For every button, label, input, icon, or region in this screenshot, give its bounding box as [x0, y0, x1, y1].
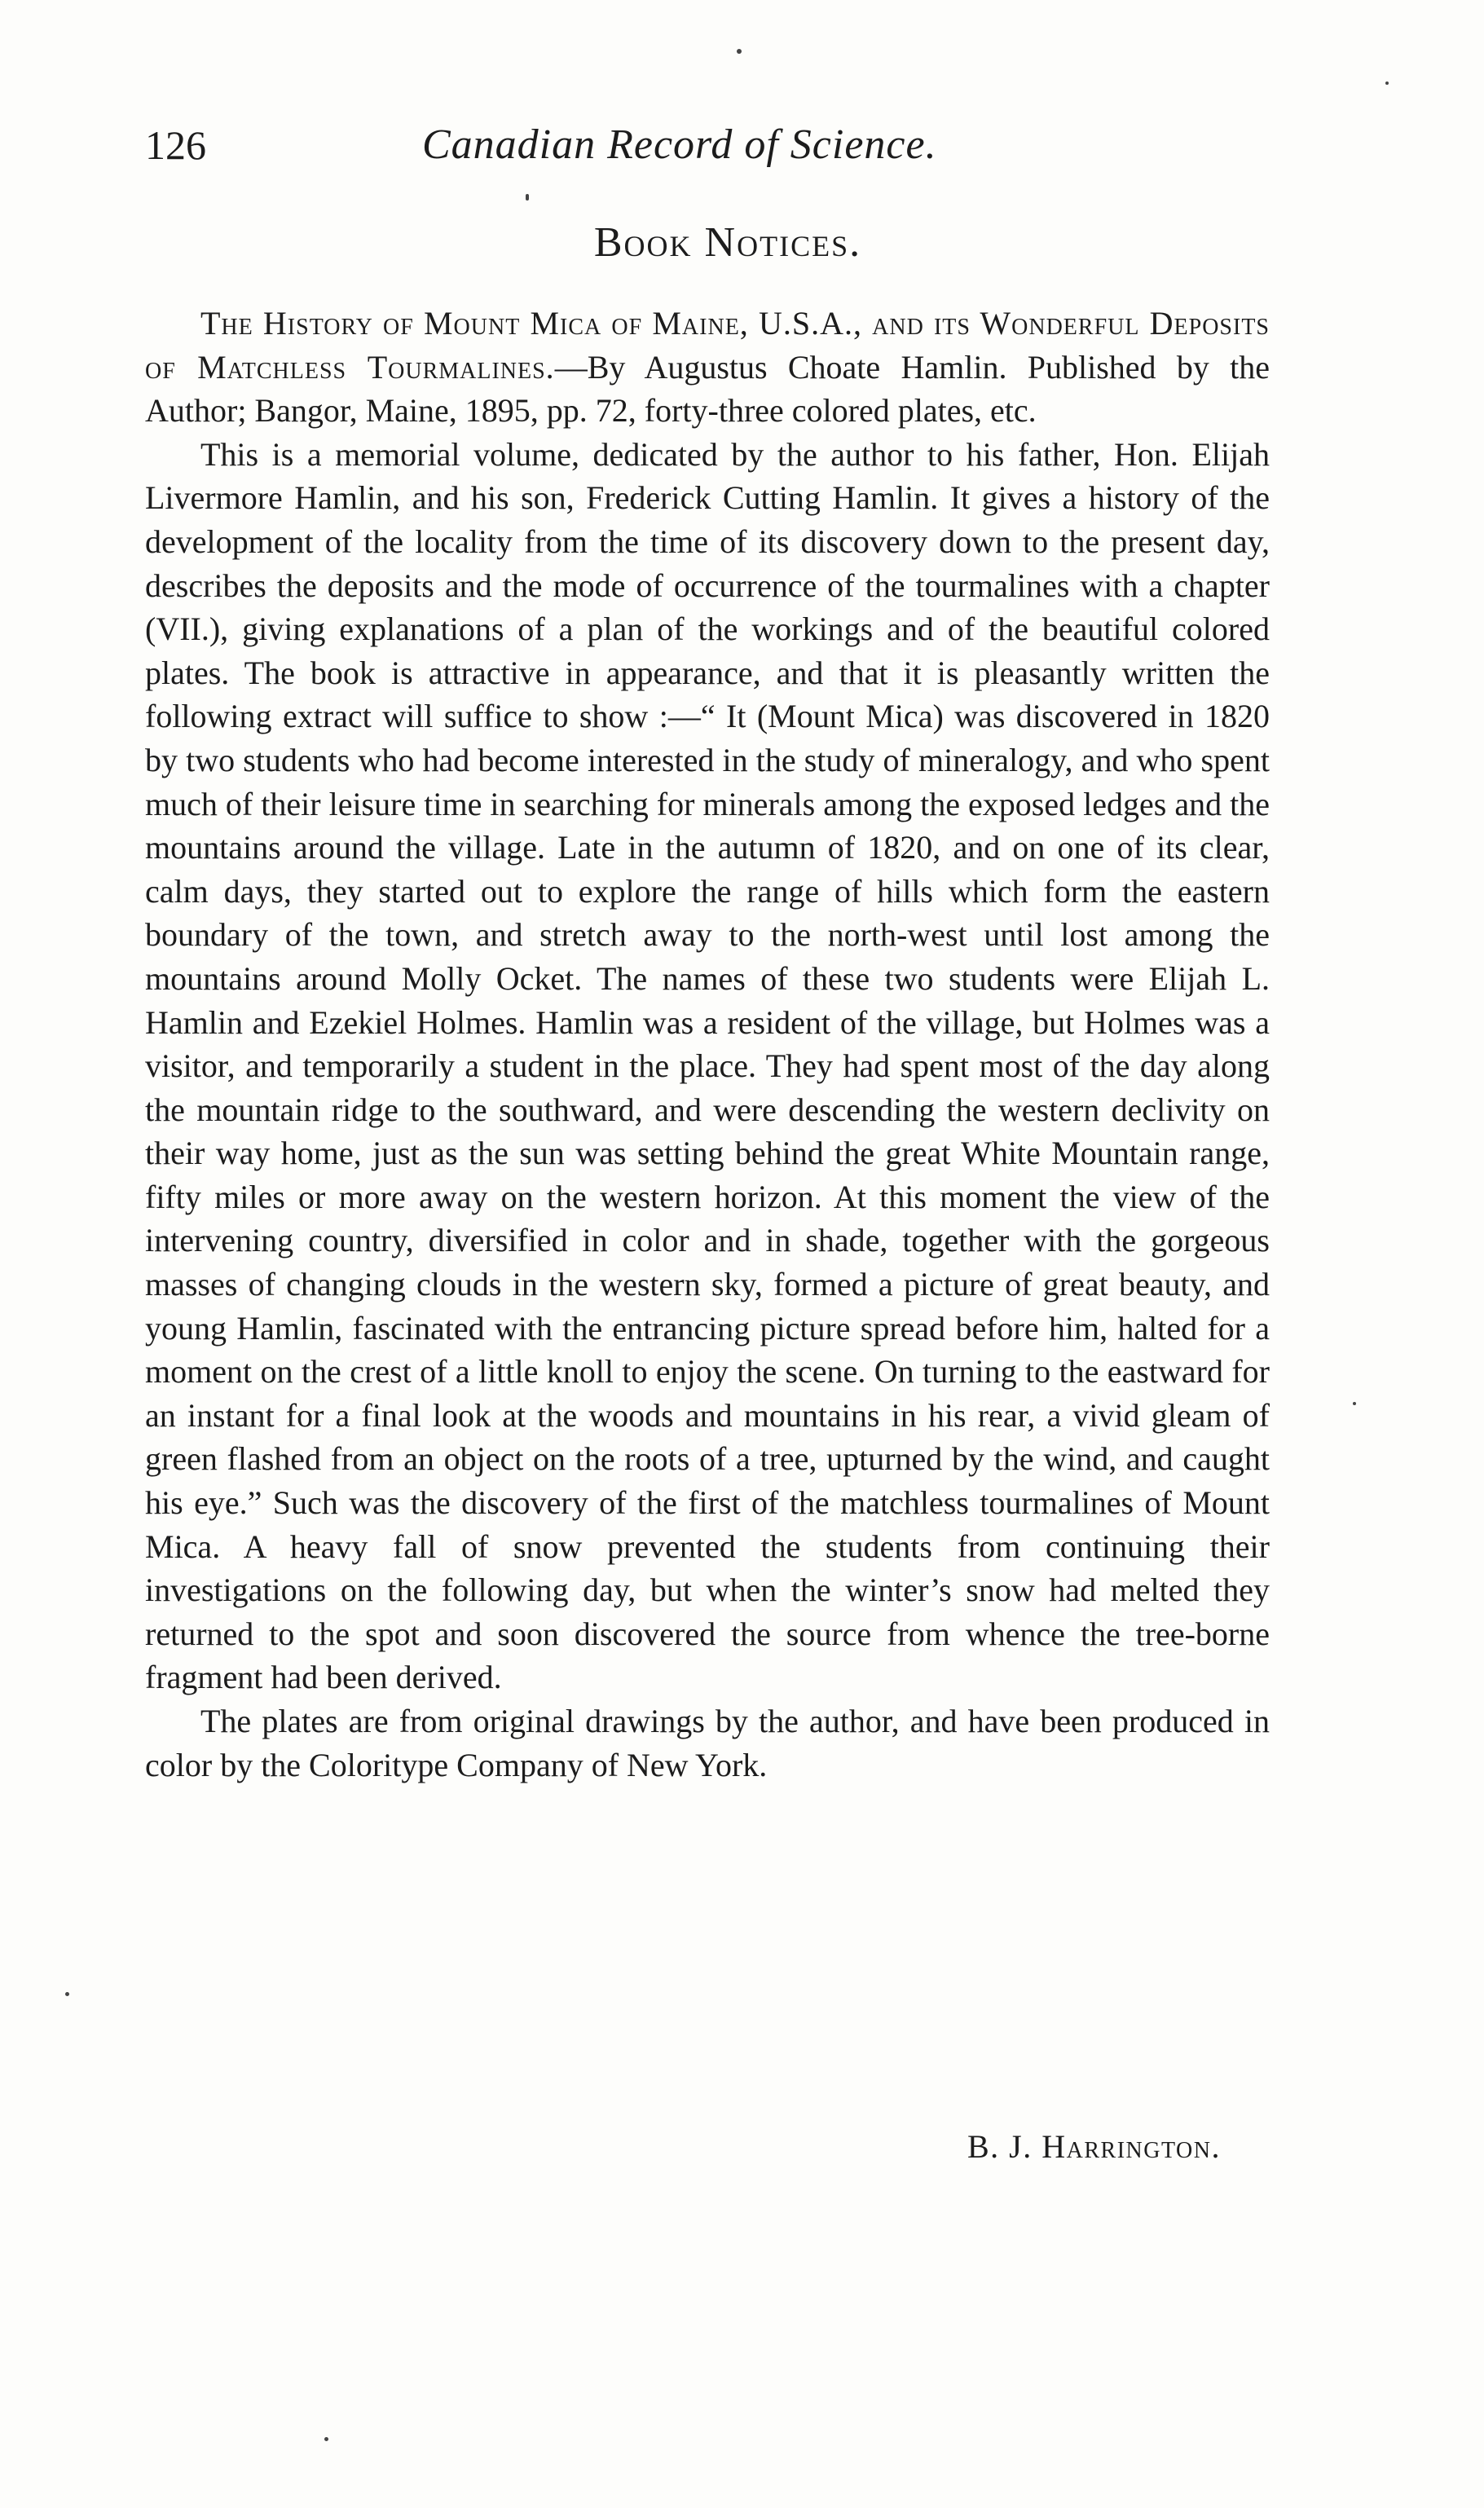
scan-speck — [737, 49, 742, 54]
review-paragraph-2: The plates are from original drawings by the author, and have been produced in color by the Coloritype Company of New York. — [145, 1703, 1270, 1783]
book-citation — [145, 302, 1270, 433]
scan-speck — [1385, 82, 1389, 85]
book-title: The History of Mount Mica of Maine, U.S.A., and its Wonderful Deposits of Matchless Tourmalines. — [145, 305, 1270, 386]
scan-speck — [65, 1992, 69, 1996]
book-citation-details: —By Augustus Choate Hamlin. Published by the Author; Bangor, Maine, 1895, pp. 72, forty-three colored plates, etc. — [145, 348, 1270, 430]
section-title: Book Notices. — [593, 219, 862, 266]
scan-speck — [526, 194, 529, 201]
page — [145, 0, 1270, 2508]
scan-speck — [324, 2437, 328, 2441]
running-head — [145, 112, 1270, 178]
review-paragraph-1: This is a memorial volume, dedicated by the author to his father, Hon. Elijah Livermore Hamlin, and his son, Frederick Cutting Hamlin. It gives a history of the development of the locality from the time of its discovery down to the present day, describes the deposits and the mode of occurrence of the tourmalines with a chapter (VII.), giving explanations of a plan of the workings and of the beautiful colored plates. The book is attractive in appearance, and that it is pleasantly written the following extract will suffice to show :—“ It (Mount Mica) was discovered in 1820 by two students who had become interested in the study of mineralogy, and who spent much of their leisure time in searching for minerals among the exposed ledges and the mountains around the village. Late in the autumn of 1820, and on one of its clear, calm days, they started out to explore the range of hills which form the eastern boundary of the town, and stretch away to the north-west until lost among the mountains around Molly Ocket. The names of these two students were Elijah L. Hamlin and Ezekiel Holmes. Hamlin was a resident of the village, but Holmes was a visitor, and temporarily a student in the place. They had spent most of the day along the mountain ridge to the southward, and were descending the western declivity on their way home, just as the sun was setting behind the great White Mountain range, fifty miles or more away on the western horizon. At this moment the view of the intervening country, diversified in color and in shade, together with the gorgeous masses of changing clouds in the western sky, formed a picture of great beauty, and young Hamlin, fascinated with the entrancing picture spread before him, halted for a moment on the crest of a little knoll to enjoy the scene. On turning to the eastward for an instant for a final look at the woods and mountains in his rear, a vivid gleam of green flashed from an object on the roots of a tree, upturned by the wind, and caught his eye.” Such was the discovery of the first of the matchless tourmalines of Mount Mica. A heavy fall of snow prevented the students from continuing their investigations on the following day, but when the winter’s snow had melted they returned to the spot and soon discovered the source from whence the tree-borne fragment had been derived. — [145, 435, 1270, 1696]
book-notice-body — [145, 302, 1270, 1787]
page-number: 126 — [145, 122, 206, 168]
scan-speck — [1353, 1402, 1356, 1405]
reviewer-signature: B. J. Harrington. — [967, 2128, 1221, 2165]
journal-title: Canadian Record of Science. — [422, 121, 937, 168]
